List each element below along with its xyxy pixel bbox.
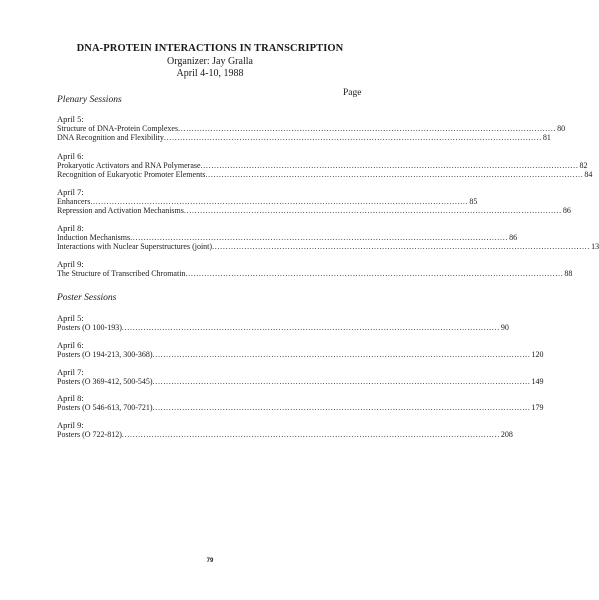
toc-entry (57, 206, 571, 215)
toc-entry (57, 350, 544, 359)
dot-leader: ............................................................................................................................................ (183, 206, 562, 215)
meeting-dates: April 4-10, 1988 (176, 68, 244, 79)
session-date: April 7: (57, 187, 84, 197)
entry-title: Repression and Activation Mechanisms (57, 206, 184, 215)
session-date: April 9: (57, 420, 84, 430)
entry-title: The Structure of Transcribed Chromatin (57, 269, 186, 278)
dot-leader: ............................................................................................................................................ (200, 161, 579, 170)
session-date: April 8: (57, 223, 84, 233)
plenary-sessions-label: Plenary Sessions (57, 95, 122, 105)
toc-entry (57, 161, 588, 170)
dot-leader: ............................................................................................................................................ (90, 197, 469, 206)
session-date: April 7: (57, 367, 84, 377)
poster-sessions-label: Poster Sessions (57, 293, 117, 303)
toc-entry (57, 323, 509, 332)
entry-title: Posters (O 722-812) (57, 430, 122, 439)
entry-page: 208 (500, 430, 513, 439)
dot-leader: ............................................................................................................................................ (205, 170, 584, 179)
page-column-label: Page (343, 88, 362, 98)
plenary-group (57, 151, 593, 179)
toc-entry (57, 133, 551, 142)
dot-leader: ............................................................................................................................................ (185, 269, 564, 278)
toc-entry (57, 430, 513, 439)
entry-page: 88 (564, 269, 573, 278)
session-date: April 6: (57, 151, 84, 161)
entry-page: 81 (542, 133, 551, 142)
dot-leader: ............................................................................................................................................ (121, 430, 500, 439)
toc-entry (57, 377, 544, 386)
entry-page: 86 (562, 206, 571, 215)
dot-leader: ............................................................................................................................................ (130, 233, 509, 242)
entry-page: 84 (584, 170, 593, 179)
dot-leader: ............................................................................................................................................ (121, 323, 500, 332)
document-title: DNA-PROTEIN INTERACTIONS IN TRANSCRIPTION (76, 43, 344, 54)
dot-leader: ............................................................................................................................................ (163, 133, 542, 142)
page-number: 79 (206, 558, 214, 564)
entry-page: 13 (591, 242, 599, 251)
poster-group (57, 393, 544, 412)
dot-leader: ............................................................................................................................................ (152, 350, 531, 359)
entry-page: 90 (500, 323, 509, 332)
toc-entry (57, 242, 599, 251)
poster-group (57, 420, 513, 439)
entry-title: Structure of DNA-Protein Complexes (57, 124, 179, 133)
toc-entry (57, 233, 518, 242)
session-date: April 5: (57, 313, 84, 323)
session-date: April 9: (57, 259, 84, 269)
poster-group (57, 340, 544, 359)
entry-title: Posters (O 100-193) (57, 323, 122, 332)
plenary-group (57, 187, 571, 215)
entry-title: Posters (O 194-213, 300-368) (57, 350, 153, 359)
entry-page: 120 (531, 350, 544, 359)
toc-entry (57, 124, 566, 133)
session-date: April 8: (57, 393, 84, 403)
poster-group (57, 367, 544, 386)
entry-title: Recognition of Eukaryotic Promoter Elements (57, 170, 206, 179)
dot-leader: ............................................................................................................................................ (178, 124, 557, 133)
poster-group (57, 313, 509, 332)
entry-title: Enhancers (57, 197, 91, 206)
plenary-group (57, 223, 599, 251)
entry-page: 82 (579, 161, 588, 170)
dot-leader: ............................................................................................................................................ (152, 403, 531, 412)
dot-leader: ............................................................................................................................................ (212, 242, 591, 251)
entry-page: 149 (531, 377, 544, 386)
entry-page: 179 (531, 403, 544, 412)
entry-title: Interactions with Nuclear Superstructures (joint) (57, 242, 213, 251)
entry-page: 86 (509, 233, 518, 242)
entry-title: DNA Recognition and Flexibility (57, 133, 164, 142)
entry-title: Induction Mechanisms (57, 233, 131, 242)
toc-entry (57, 403, 544, 412)
toc-entry (57, 269, 573, 278)
plenary-group (57, 259, 573, 278)
entry-page: 80 (557, 124, 566, 133)
dot-leader: ............................................................................................................................................ (152, 377, 531, 386)
session-date: April 6: (57, 340, 84, 350)
entry-title: Posters (O 546-613, 700-721) (57, 403, 153, 412)
entry-title: Prokaryotic Activators and RNA Polymerase (57, 161, 201, 170)
toc-entry (57, 197, 478, 206)
session-date: April 5: (57, 114, 84, 124)
toc-entry (57, 170, 593, 179)
organizer-line: Organizer: Jay Gralla (167, 56, 253, 67)
entry-page: 85 (469, 197, 478, 206)
entry-title: Posters (O 369-412, 500-545) (57, 377, 153, 386)
plenary-group (57, 114, 566, 142)
